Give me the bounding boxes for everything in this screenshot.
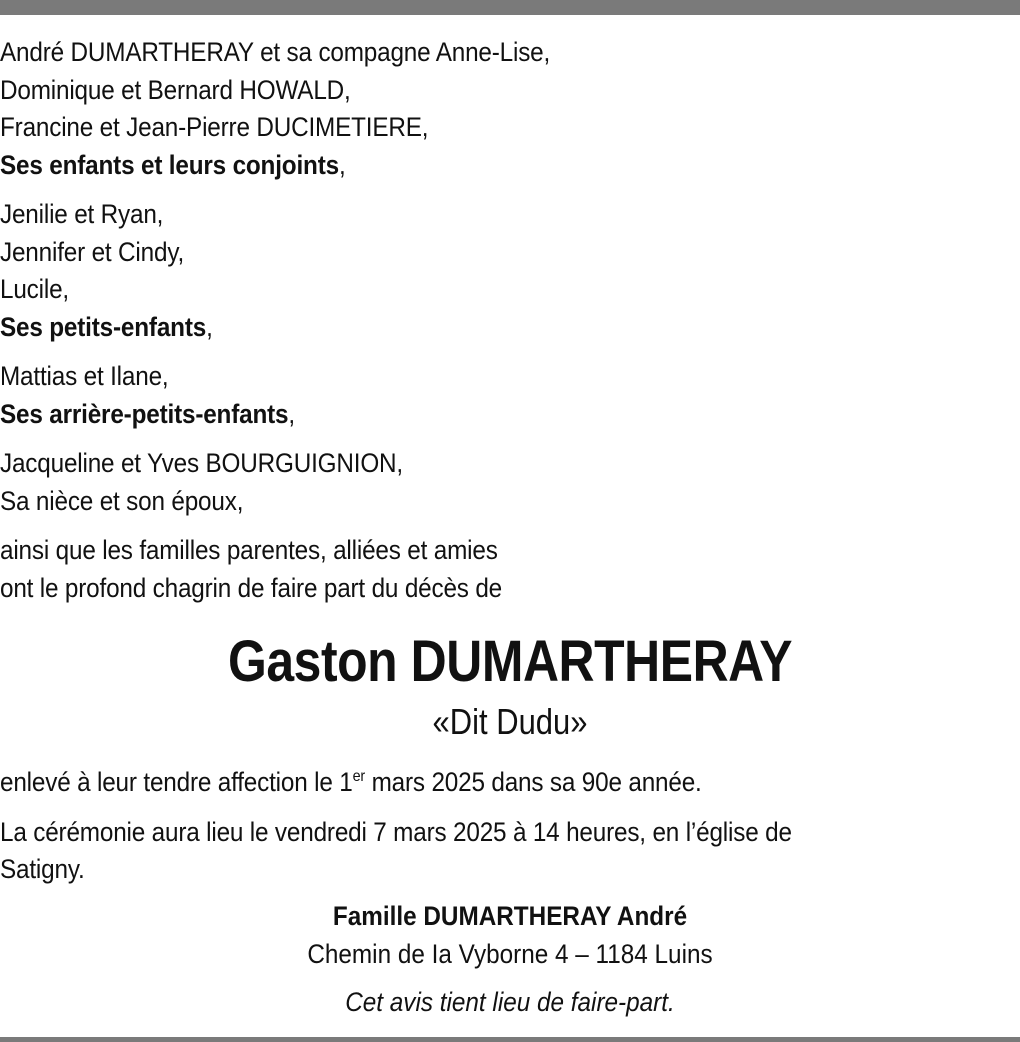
contact-family: Famille DUMARTHERAY André	[332, 901, 688, 931]
top-rule	[0, 0, 1020, 15]
niece-block	[0, 445, 1020, 520]
contact-address: Chemin de Ia Vyborne 4 – 1184 Luins	[307, 938, 713, 969]
contact-footer	[0, 898, 1020, 1022]
child-line: André DUMARTHERAY et sa compagne Anne-Lise,	[0, 37, 551, 67]
great-grandchildren-block	[0, 358, 1020, 433]
others-block	[0, 532, 1020, 607]
comma: ,	[338, 149, 346, 180]
death-text-before: enlevé à leur tendre affection le 1	[0, 767, 353, 797]
death-line	[0, 764, 1020, 802]
bottom-rule	[0, 1037, 1020, 1042]
children-block	[0, 34, 1020, 184]
ceremony-notice	[0, 814, 1020, 889]
others-line: ont le profond chagrin de faire part du décès de	[0, 572, 503, 603]
niece-line: Sa nièce et son époux,	[0, 485, 244, 516]
grandchild-line: Jenilie et Ryan,	[0, 199, 164, 229]
child-line: Dominique et Bernard HOWALD,	[0, 74, 351, 105]
grandchildren-label-line	[0, 309, 1020, 347]
announcement-details	[0, 764, 1020, 901]
grandchildren-label: Ses petits-enfants	[0, 311, 207, 342]
deceased-nickname: «Dit Dudu»	[432, 701, 588, 742]
comma: ,	[206, 311, 213, 342]
niece-line: Jacqueline et Yves BOURGUIGNION,	[0, 448, 404, 478]
ceremony-line: Satigny.	[0, 854, 85, 884]
comma: ,	[288, 398, 295, 429]
great-grandchildren-label-line	[0, 396, 1020, 434]
deceased-name: Gaston DUMARTHERAY	[227, 629, 793, 694]
children-label-line	[0, 147, 1020, 185]
ordinal-superscript: er	[352, 768, 366, 785]
grandchild-line: Lucile,	[0, 274, 69, 304]
others-line: ainsi que les familles parentes, alliées et amies	[0, 535, 498, 565]
ceremony-line: La cérémonie aura lieu le vendredi 7 mars 2025 à 14 heures, en l’église de	[0, 816, 792, 847]
children-label: Ses enfants et leurs conjoints	[0, 149, 339, 180]
grandchildren-block	[0, 196, 1020, 346]
child-line: Francine et Jean-Pierre DUCIMETIERE,	[0, 112, 429, 142]
grandchild-line: Jennifer et Cindy,	[0, 236, 185, 267]
great-grandchildren-label: Ses arrière-petits-enfants	[0, 398, 289, 429]
great-grandchild-line: Mattias et Ilane,	[0, 361, 169, 391]
death-text-after: mars 2025 dans sa 90e année.	[365, 767, 702, 797]
mourners-list	[0, 34, 1020, 619]
contact-note: Cet avis tient lieu de faire-part.	[345, 987, 675, 1017]
death-notice	[0, 764, 1020, 802]
